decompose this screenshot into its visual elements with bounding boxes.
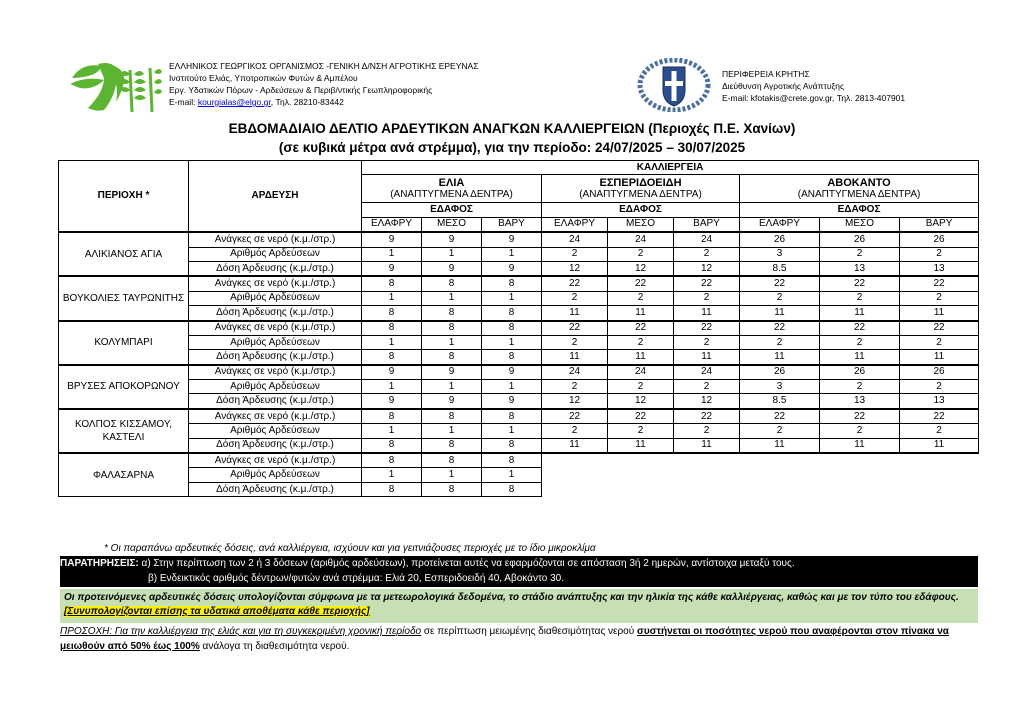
value-cell: 13 (820, 394, 900, 409)
value-cell: 11 (900, 438, 979, 453)
value-cell: 2 (608, 247, 674, 261)
value-cell: 11 (740, 350, 820, 365)
region-name-cell: ΒΡΥΣΕΣ ΑΠΟΚΟΡΩΝΟΥ (59, 365, 189, 409)
remarks-box (60, 556, 978, 587)
value-cell: 11 (674, 306, 740, 321)
table-row (59, 261, 979, 276)
value-cell: 8 (482, 482, 542, 496)
crops-header: ΚΑΛΛΙΕΡΓΕΙΑ (362, 161, 979, 175)
value-cell: 12 (542, 261, 608, 276)
value-cell: 24 (608, 365, 674, 380)
org-name: ΕΛΛΗΝΙΚΟΣ ΓΕΩΡΓΙΚΟΣ ΟΡΓΑΝΙΣΜΟΣ -ΓΕΝΙΚΗ Δ/ΝΣΗ ΑΓΡΟΤΙΚΗΣ ΕΡΕΥΝΑΣ (169, 61, 479, 71)
value-cell: 8 (362, 350, 422, 365)
page-title: ΕΒΔΟΜΑΔΙΑΙΟ ΔΕΛΤΙΟ ΑΡΔΕΥΤΙΚΩΝ ΑΝΑΓΚΩΝ ΚΑΛΛΙΕΡΓΕΙΩΝ (Περιοχές Π.Ε. Χανίων) (228, 121, 796, 136)
directorate-name: Διεύθυνση Αγροτικής Ανάπτυξης (722, 81, 845, 91)
irrigation-label-cell: Δόση Άρδευσης (κ.μ./στρ.) (189, 394, 362, 409)
irrigation-label-cell: Δόση Άρδευσης (κ.μ./στρ.) (189, 261, 362, 276)
value-cell: 2 (674, 380, 740, 394)
calculation-note (60, 589, 978, 623)
value-cell: 1 (482, 380, 542, 394)
value-cell: 22 (820, 409, 900, 424)
irrigation-label-cell: Ανάγκες σε νερό (κ.μ./στρ.) (189, 409, 362, 424)
value-cell: 24 (674, 365, 740, 380)
region-column-header: ΠΕΡΙΟΧΗ * (59, 161, 189, 233)
value-cell: 8 (422, 482, 482, 496)
value-cell: 22 (820, 321, 900, 336)
value-cell: 1 (362, 424, 422, 438)
value-cell: 11 (900, 350, 979, 365)
value-cell: 1 (422, 424, 482, 438)
value-cell: 8.5 (740, 394, 820, 409)
table-row (59, 232, 979, 247)
irrigation-label-cell: Αριθμός Αρδεύσεων (189, 424, 362, 438)
value-cell: 12 (608, 394, 674, 409)
value-cell: 9 (482, 394, 542, 409)
remark-a-text: α) Στην περίπτωση των 2 ή 3 δόσεων (αριθμός αρδεύσεων), προτείνεται αυτές να εφαρμόζονται σε απόσταση 3ή 2 ημερών, αντίστοιχα μεταξύ τους. (138, 558, 795, 569)
value-cell: 26 (900, 365, 979, 380)
table-row (59, 380, 979, 394)
irrigation-column-header: ΑΡΔΕΥΣΗ (189, 161, 362, 233)
value-cell: 1 (362, 335, 422, 349)
value-cell: 11 (740, 438, 820, 453)
value-cell: 2 (542, 335, 608, 349)
value-cell: 1 (422, 380, 482, 394)
value-cell: 2 (674, 291, 740, 305)
value-cell: 22 (674, 276, 740, 291)
irrigation-label-cell: Δόση Άρδευσης (κ.μ./στρ.) (189, 482, 362, 496)
value-cell: 8 (482, 453, 542, 468)
table-row (59, 438, 979, 453)
value-cell: 11 (542, 306, 608, 321)
value-cell: 9 (362, 261, 422, 276)
value-cell: 22 (740, 276, 820, 291)
value-cell: 22 (900, 276, 979, 291)
irrigation-label-cell: Δόση Άρδευσης (κ.μ./στρ.) (189, 350, 362, 365)
value-cell: 26 (740, 232, 820, 247)
value-cell: 2 (608, 424, 674, 438)
value-cell: 8 (422, 350, 482, 365)
value-cell: 11 (542, 350, 608, 365)
soil-heavy: ΒΑΡΥ (482, 217, 542, 232)
value-cell: 8 (482, 409, 542, 424)
value-cell: 9 (362, 394, 422, 409)
empty-cell (608, 468, 674, 482)
region-name-cell: ΚΟΛΥΜΠΑΡΙ (59, 321, 189, 365)
warning-tail: ανάλογα τη διαθεσιμότητα νερού. (199, 641, 350, 652)
value-cell: 24 (608, 232, 674, 247)
value-cell: 9 (482, 261, 542, 276)
soil-header: ΕΔΑΦΟΣ (740, 203, 979, 217)
region-name-cell: ΚΟΛΠΟΣ ΚΙΣΣΑΜΟΥ, ΚΑΣΤΕΛΙ (59, 409, 189, 453)
value-cell: 8 (362, 321, 422, 336)
region-name-cell: ΒΟΥΚΟΛΙΕΣ ΤΑΥΡΩΝΙΤΗΣ (59, 276, 189, 320)
value-cell: 2 (820, 380, 900, 394)
value-cell: 12 (674, 261, 740, 276)
soil-heavy: ΒΑΡΥ (674, 217, 740, 232)
soil-header: ΕΔΑΦΟΣ (362, 203, 542, 217)
value-cell: 22 (608, 409, 674, 424)
value-cell: 22 (900, 409, 979, 424)
value-cell: 22 (608, 276, 674, 291)
value-cell: 9 (482, 232, 542, 247)
value-cell: 8 (362, 306, 422, 321)
value-cell: 8 (422, 276, 482, 291)
value-cell: 12 (608, 261, 674, 276)
empty-cell (740, 468, 820, 482)
page-subtitle: (σε κυβικά μέτρα ανά στρέμμα), για την περίοδο: 24/07/2025 – 30/07/2025 (278, 140, 746, 155)
value-cell: 22 (900, 321, 979, 336)
value-cell: 2 (542, 291, 608, 305)
value-cell: 2 (608, 291, 674, 305)
region-contact: E-mail: kfotakis@crete.gov.gr, Τηλ. 2813-407901 (722, 93, 906, 103)
value-cell: 9 (482, 365, 542, 380)
value-cell: 1 (482, 291, 542, 305)
irrigation-label-cell: Δόση Άρδευσης (κ.μ./στρ.) (189, 438, 362, 453)
value-cell: 1 (482, 335, 542, 349)
warning-lead: ΠΡΟΣΟΧΗ: Για την καλλιέργεια της ελιάς και για τη συγκεκριμένη χρονική περίοδο (60, 626, 422, 637)
table-row (59, 453, 979, 468)
header-left (68, 52, 508, 116)
value-cell: 22 (542, 321, 608, 336)
soil-heavy: ΒΑΡΥ (900, 217, 979, 232)
warning-emphasis: συστήνεται οι ποσότητες νερού που αναφέρονται στον πίνακα να μειωθούν από 50% έως 100% (60, 626, 949, 652)
value-cell: 13 (900, 261, 979, 276)
irrigation-label-cell: Ανάγκες σε νερό (κ.μ./στρ.) (189, 232, 362, 247)
soil-light: ΕΛΑΦΡΥ (362, 217, 422, 232)
value-cell: 1 (482, 247, 542, 261)
empty-cell (674, 482, 740, 496)
table-row (59, 335, 979, 349)
table-row (59, 321, 979, 336)
soil-light: ΕΛΑΦΡΥ (740, 217, 820, 232)
value-cell: 9 (422, 365, 482, 380)
value-cell: 8 (482, 276, 542, 291)
value-cell: 2 (740, 291, 820, 305)
value-cell: 1 (422, 335, 482, 349)
elgo-logo-icon (68, 58, 162, 114)
value-cell: 2 (900, 335, 979, 349)
value-cell: 24 (674, 232, 740, 247)
table-row (59, 291, 979, 305)
remark-b: β) Ενδεικτικός αριθμός δέντρων/φυτών ανά στρέμμα: Ελιά 20, Εσπεριδοειδή 40, Αβοκάντο 30. (148, 573, 565, 584)
empty-cell (740, 453, 820, 468)
table-row (59, 482, 979, 496)
value-cell: 1 (362, 247, 422, 261)
irrigation-label-cell: Ανάγκες σε νερό (κ.μ./στρ.) (189, 276, 362, 291)
value-cell: 11 (674, 350, 740, 365)
empty-cell (900, 453, 979, 468)
soil-light: ΕΛΑΦΡΥ (542, 217, 608, 232)
value-cell: 2 (820, 335, 900, 349)
value-cell: 11 (740, 306, 820, 321)
value-cell: 11 (820, 350, 900, 365)
value-cell: 22 (674, 321, 740, 336)
value-cell: 3 (740, 247, 820, 261)
value-cell: 11 (674, 438, 740, 453)
value-cell: 2 (542, 380, 608, 394)
soil-medium: ΜΕΣΟ (820, 217, 900, 232)
region-name: ΠΕΡΙΦΕΡΕΙΑ ΚΡΗΤΗΣ (722, 69, 810, 79)
value-cell: 22 (608, 321, 674, 336)
irrigation-label-cell: Δόση Άρδευσης (κ.μ./στρ.) (189, 306, 362, 321)
value-cell: 8 (482, 438, 542, 453)
value-cell: 8 (362, 276, 422, 291)
irrigation-table (58, 160, 979, 497)
table-row (59, 247, 979, 261)
value-cell: 9 (362, 365, 422, 380)
value-cell: 11 (608, 438, 674, 453)
table-row (59, 365, 979, 380)
irrigation-label-cell: Ανάγκες σε νερό (κ.μ./στρ.) (189, 453, 362, 468)
value-cell: 1 (362, 468, 422, 482)
remarks-label: ΠΑΡΑΤΗΡΗΣΕΙΣ: (60, 558, 139, 569)
value-cell: 1 (422, 468, 482, 482)
value-cell: 24 (542, 365, 608, 380)
value-cell: 8.5 (740, 261, 820, 276)
value-cell: 8 (362, 453, 422, 468)
table-row (59, 276, 979, 291)
value-cell: 8 (482, 321, 542, 336)
value-cell: 22 (740, 409, 820, 424)
value-cell: 8 (482, 350, 542, 365)
soil-medium: ΜΕΣΟ (422, 217, 482, 232)
value-cell: 2 (820, 424, 900, 438)
header-right (636, 58, 976, 110)
value-cell: 1 (482, 424, 542, 438)
value-cell: 11 (542, 438, 608, 453)
value-cell: 9 (422, 232, 482, 247)
empty-cell (740, 482, 820, 496)
warning-note (60, 624, 978, 654)
irrigation-label-cell: Αριθμός Αρδεύσεων (189, 291, 362, 305)
value-cell: 11 (820, 438, 900, 453)
empty-cell (820, 482, 900, 496)
empty-cell (820, 468, 900, 482)
value-cell: 11 (608, 306, 674, 321)
irrigation-label-cell: Αριθμός Αρδεύσεων (189, 380, 362, 394)
table-row (59, 394, 979, 409)
irrigation-label-cell: Αριθμός Αρδεύσεων (189, 335, 362, 349)
empty-cell (820, 453, 900, 468)
value-cell: 8 (422, 409, 482, 424)
value-cell: 2 (674, 247, 740, 261)
value-cell: 22 (820, 276, 900, 291)
region-name-cell: ΑΛΙΚΙΑΝΟΣ ΑΓΙΑ (59, 232, 189, 276)
value-cell: 2 (820, 291, 900, 305)
empty-cell (674, 453, 740, 468)
calculation-note-highlight: [Συνυπολογίζονται επίσης τα υδατικά αποθέματα κάθε περιοχής] (64, 606, 370, 617)
value-cell: 8 (482, 306, 542, 321)
institute-name: Ινστιτούτο Ελιάς, Υποτροπικών Φυτών & Αμπέλου (169, 73, 358, 83)
value-cell: 11 (820, 306, 900, 321)
value-cell: 1 (422, 291, 482, 305)
table-row (59, 306, 979, 321)
value-cell: 11 (608, 350, 674, 365)
soil-header: ΕΔΑΦΟΣ (542, 203, 740, 217)
value-cell: 3 (740, 380, 820, 394)
value-cell: 13 (820, 261, 900, 276)
irrigation-label-cell: Ανάγκες σε νερό (κ.μ./στρ.) (189, 365, 362, 380)
value-cell: 1 (362, 291, 422, 305)
value-cell: 2 (900, 291, 979, 305)
contact-line (169, 96, 478, 108)
irrigation-label-cell: Ανάγκες σε νερό (κ.μ./στρ.) (189, 321, 362, 336)
irrigation-label-cell: Αριθμός Αρδεύσεων (189, 247, 362, 261)
value-cell: 11 (900, 306, 979, 321)
value-cell: 2 (820, 247, 900, 261)
value-cell: 2 (740, 424, 820, 438)
value-cell: 2 (900, 380, 979, 394)
empty-cell (542, 482, 608, 496)
irrigation-label-cell: Αριθμός Αρδεύσεων (189, 468, 362, 482)
crop-header-citrus: ΕΣΠΕΡΙΔΟΕΙΔΗ (ΑΝΑΠΤΥΓΜΕΝΑ ΔΕΝΤΡΑ) (542, 175, 740, 203)
value-cell: 22 (740, 321, 820, 336)
table-row (59, 409, 979, 424)
table-row (59, 350, 979, 365)
value-cell: 2 (674, 424, 740, 438)
value-cell: 8 (362, 409, 422, 424)
value-cell: 22 (674, 409, 740, 424)
value-cell: 1 (362, 380, 422, 394)
remark-a (60, 558, 795, 569)
calculation-note-text: Οι προτεινόμενες αρδευτικές δόσεις υπολογίζονται σύμφωνα με τα μετεωρολογικά δεδομένα, το στάδιο ανάπτυξης και την ηλικία της κάθε καλλιέργειας, καθώς και με τον τύπο του εδάφους. (64, 592, 959, 603)
value-cell: 1 (422, 247, 482, 261)
region-name-cell: ΦΑΛΑΣΑΡΝΑ (59, 453, 189, 497)
soil-medium: ΜΕΣΟ (608, 217, 674, 232)
empty-cell (542, 468, 608, 482)
value-cell: 2 (900, 247, 979, 261)
header-left-text (169, 60, 478, 108)
empty-cell (542, 453, 608, 468)
value-cell: 8 (362, 482, 422, 496)
value-cell: 9 (422, 394, 482, 409)
value-cell: 26 (820, 365, 900, 380)
value-cell: 24 (542, 232, 608, 247)
table-row (59, 468, 979, 482)
value-cell: 2 (900, 424, 979, 438)
value-cell: 22 (542, 409, 608, 424)
value-cell: 22 (542, 276, 608, 291)
crop-header-olive: ΕΛΙΑ (ΑΝΑΠΤΥΓΜΕΝΑ ΔΕΝΤΡΑ) (362, 175, 542, 203)
value-cell: 8 (422, 306, 482, 321)
lab-name: Εργ. Υδατικών Πόρων - Αρδεύσεων & Περιβ/ντικής Γεωπληροφορικής (169, 85, 433, 95)
greek-coat-of-arms-icon (636, 58, 712, 112)
email-label: E-mail: (169, 97, 198, 107)
value-cell: 9 (422, 261, 482, 276)
empty-cell (900, 468, 979, 482)
header-right-text (722, 68, 905, 104)
table-row (59, 424, 979, 438)
value-cell: 2 (542, 424, 608, 438)
value-cell: 26 (900, 232, 979, 247)
value-cell: 2 (740, 335, 820, 349)
email-link[interactable]: kourgialas@elgo.gr (197, 97, 271, 107)
value-cell: 26 (820, 232, 900, 247)
value-cell: 2 (608, 335, 674, 349)
value-cell: 8 (422, 321, 482, 336)
empty-cell (608, 453, 674, 468)
value-cell: 2 (542, 247, 608, 261)
footnote: * Οι παραπάνω αρδευτικές δόσεις, ανά καλλιέργεια, ισχύουν και για γειτνιάζουσες περιοχές με το ίδιο μικροκλίμα (104, 543, 596, 554)
value-cell: 12 (674, 394, 740, 409)
empty-cell (674, 468, 740, 482)
value-cell: 8 (422, 453, 482, 468)
value-cell: 12 (542, 394, 608, 409)
value-cell: 9 (362, 232, 422, 247)
value-cell: 26 (740, 365, 820, 380)
value-cell: 8 (422, 438, 482, 453)
value-cell: 13 (900, 394, 979, 409)
warning-middle: σε περίπτωση μειωμένης διαθεσιμότητας νερού (421, 626, 637, 637)
value-cell: 2 (608, 380, 674, 394)
value-cell: 8 (362, 438, 422, 453)
empty-cell (900, 482, 979, 496)
empty-cell (608, 482, 674, 496)
value-cell: 1 (482, 468, 542, 482)
phone-text: , Τηλ. 28210-83442 (270, 97, 344, 107)
crop-header-avocado: ΑΒΟΚΑΝΤΟ (ΑΝΑΠΤΥΓΜΕΝΑ ΔΕΝΤΡΑ) (740, 175, 979, 203)
value-cell: 2 (674, 335, 740, 349)
